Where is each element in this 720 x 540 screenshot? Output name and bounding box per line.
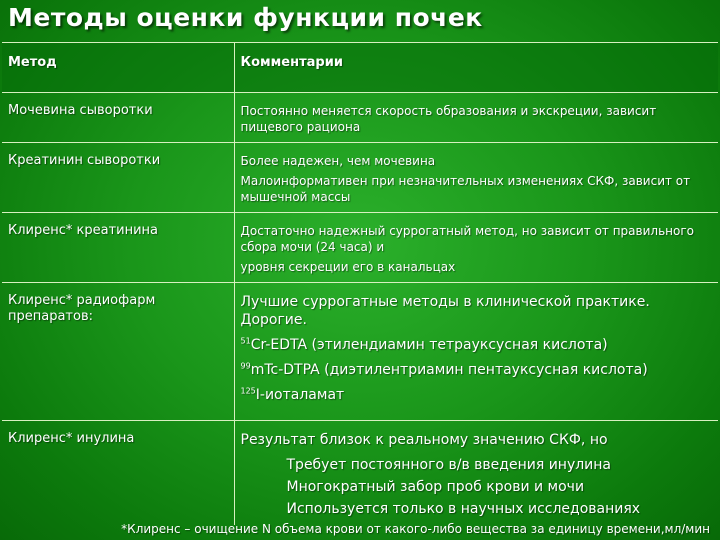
- header-method: Метод: [2, 43, 234, 93]
- footnote: *Клиренс – очищение N объема крови от какого-либо вещества за единицу времени,мл/мин: [121, 522, 710, 536]
- isotope-text: Cr-EDTA (этилендиамин тетрауксусная кислота): [250, 337, 608, 353]
- isotope-text: I-иоталамат: [255, 387, 345, 403]
- table-row: [2, 143, 718, 213]
- method-cell: Клиренс* креатинина: [2, 213, 234, 283]
- isotope-item: [241, 336, 713, 354]
- isotope-mass: 99: [240, 361, 251, 371]
- method-cell: Клиренс* инулина: [2, 421, 234, 526]
- table-row: [2, 283, 718, 421]
- method-cell: Мочевина сыворотки: [2, 93, 234, 143]
- comment-cell: [234, 421, 718, 526]
- isotope-text: mTc-DTPA (диэтилентриамин пентауксусная кислота): [250, 362, 648, 378]
- isotope-item: [241, 361, 713, 379]
- comment-text: Достаточно надежный суррогатный метод, но зависит от правильного сбора мочи (24 часа) и: [240, 224, 694, 254]
- table-row: [2, 213, 718, 283]
- table-row: [2, 93, 718, 143]
- isotope-mass: 125: [240, 386, 256, 396]
- comment-cell: [234, 213, 718, 283]
- comment-text: Более надежен, чем мочевина: [240, 154, 436, 168]
- slide-title: Методы оценки функции почек: [8, 3, 483, 32]
- comment-cell: [234, 143, 718, 213]
- table-row: [2, 421, 718, 526]
- comment-cell: [234, 93, 718, 143]
- comment-text: Лучшие суррогатные методы в клинической практике. Дорогие.: [240, 294, 650, 328]
- requirements-list: [241, 456, 713, 518]
- isotope-item: [241, 386, 713, 404]
- comment-text: Результат близок к реальному значению СКФ, но: [240, 432, 608, 448]
- list-item: Используется только в научных исследованиях: [286, 501, 641, 517]
- table-header-row: [2, 43, 718, 93]
- method-cell: Креатинин сыворотки: [2, 143, 234, 213]
- method-cell: Клиренс* радиофарм препаратов:: [2, 283, 234, 421]
- list-item: Требует постоянного в/в введения инулина: [286, 457, 612, 473]
- comment-cell: [234, 283, 718, 421]
- header-comments: Комментарии: [234, 43, 718, 93]
- comment-text: Постоянно меняется скорость образования и экскреции, зависит пищевого рациона: [240, 104, 657, 134]
- comment-text: Малоинформативен при незначительных изменениях СКФ, зависит от мышечной массы: [240, 174, 691, 204]
- methods-table: [2, 42, 718, 517]
- list-item: Многократный забор проб крови и мочи: [286, 479, 585, 495]
- isotope-mass: 51: [240, 336, 251, 346]
- comment-text: уровня секреции его в канальцах: [240, 260, 456, 274]
